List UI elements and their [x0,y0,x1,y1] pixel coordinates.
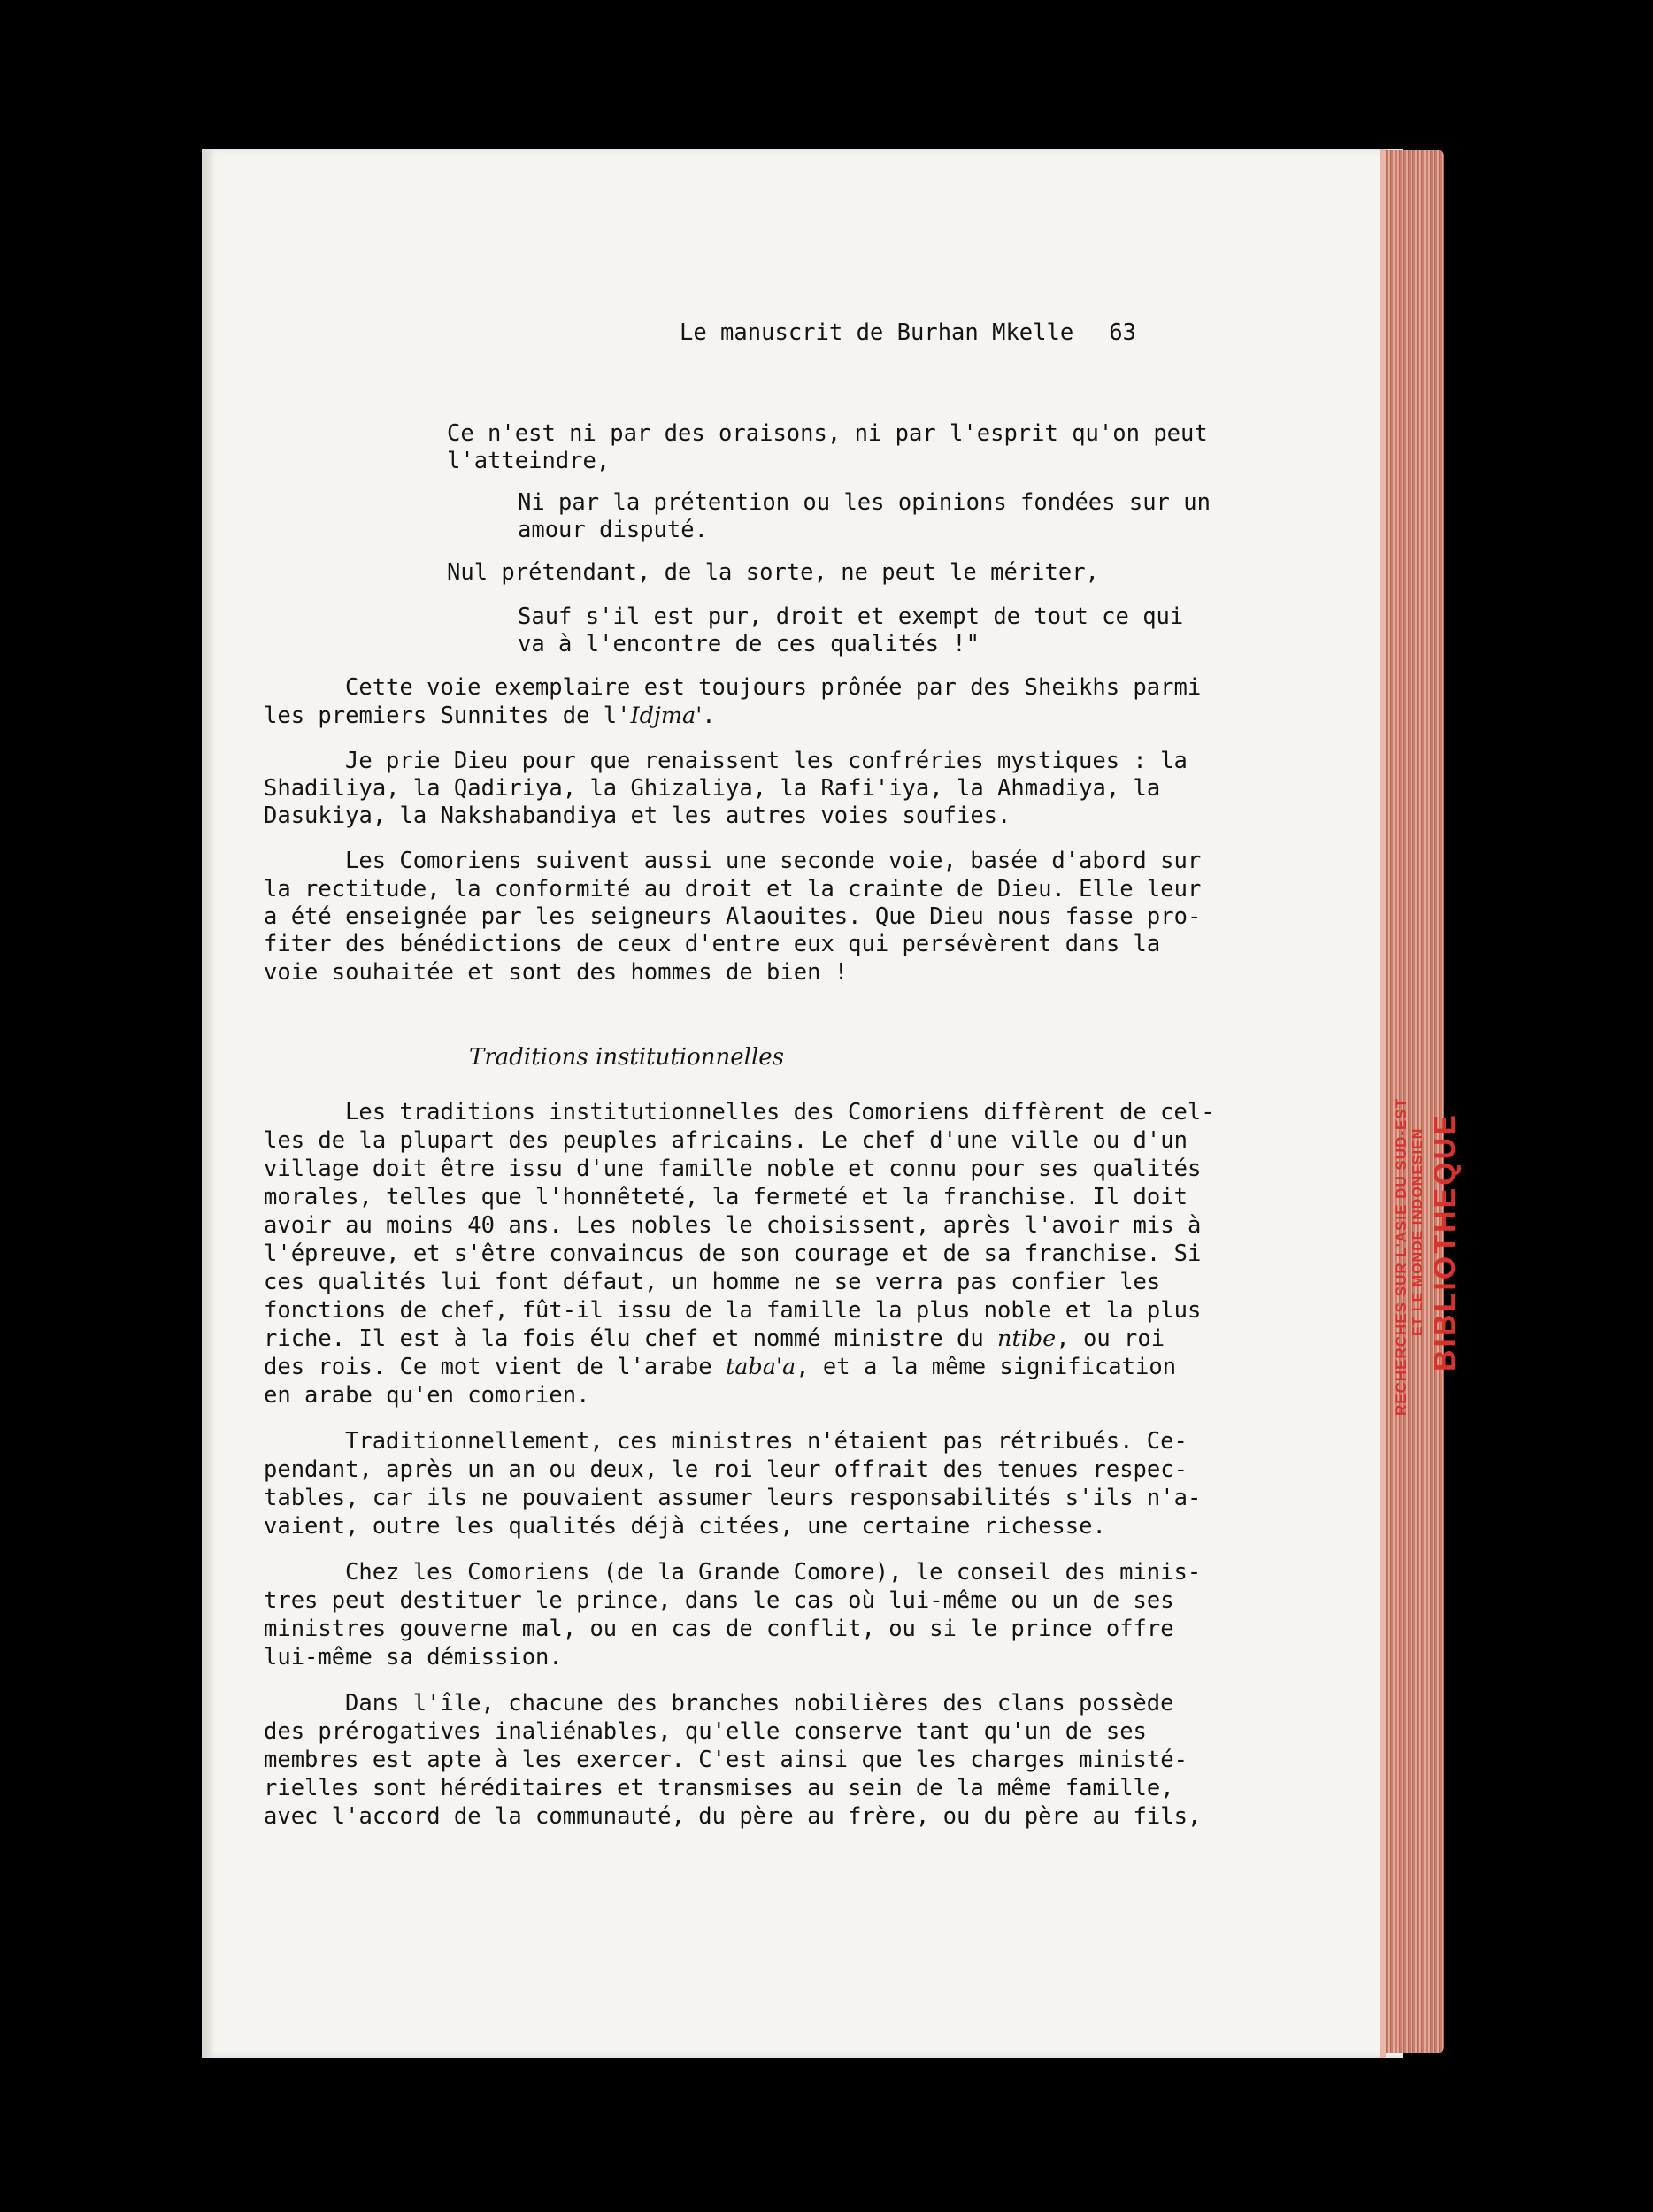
verse-line: l'atteindre, [447,448,611,474]
paragraph-line: Les Comoriens suivent aussi une seconde voie, basée d'abord sur [345,848,1202,874]
spine-shadow [202,149,214,2058]
paragraph-line: a été enseignée par les seigneurs Alaouites. Que Dieu nous fasse pro- [264,903,1202,930]
page-number: 63 [1109,319,1136,346]
paragraph-line: fiter des bénédictions de ceux d'entre eux qui persévèrent dans la [264,931,1161,957]
verse-line: va à l'encontre de ces qualités !" [518,631,980,657]
paragraph-line: Traditionnellement, ces ministres n'étaient pas rétribués. Ce- [345,1428,1188,1455]
paragraph-line: Dasukiya, la Nakshabandiya et les autres voies soufies. [264,803,1011,829]
paragraph-line: les premiers Sunnites de l'Idjma'. [264,703,716,729]
paragraph-line: membres est apte à les exercer. C'est ainsi que les charges ministé- [264,1747,1188,1773]
paragraph-line: village doit être issu d'une famille noble et connu pour ses qualités [264,1156,1202,1182]
stamp-line-2: ET LE MONDE INDONESIEN [1411,1127,1426,1336]
paragraph-line: tables, car ils ne pouvaient assumer leurs responsabilités s'ils n'a- [264,1485,1202,1511]
paragraph-line: la rectitude, la conformité au droit et la crainte de Dieu. Elle leur [264,876,1202,902]
italic-term: Idjma' [630,703,703,729]
paragraph-line: tres peut destituer le prince, dans le cas où lui-même ou un de ses [264,1587,1174,1614]
stamp-line-1: RECHERCHES SUR L'ASIE DU SUD-EST [1393,1097,1410,1416]
paragraph-line: ministres gouverne mal, ou en cas de conflit, ou si le prince offre [264,1616,1174,1642]
paragraph-line: ces qualités lui font défaut, un homme ne se verra pas confier les [264,1269,1161,1295]
paragraph-line: en arabe qu'en comorien. [264,1382,590,1409]
paragraph-line: des prérogatives inaliénables, qu'elle conserve tant qu'un de ses [264,1718,1147,1745]
italic-term: ntibe [997,1325,1057,1352]
paragraph-line: Dans l'île, chacune des branches nobilières des clans possède [345,1690,1174,1717]
verse-line: Ce n'est ni par des oraisons, ni par l'esprit qu'on peut [447,420,1208,447]
paragraph-line: avoir au moins 40 ans. Les nobles le choisissent, après l'avoir mis à [264,1212,1202,1239]
verse-line: Nul prétendant, de la sorte, ne peut le mériter, [447,559,1099,586]
paragraph-line: voie souhaitée et sont des hommes de bien ! [264,959,849,986]
verse-line: amour disputé. [518,517,708,543]
paragraph-line: morales, telles que l'honnêteté, la fermeté et la franchise. Il doit [264,1184,1188,1210]
stamp-line-3: BIBLIOTHEQUE [1428,1112,1462,1371]
verse-line: Ni par la prétention ou les opinions fondées sur un [518,489,1211,516]
paragraph-line: lui-même sa démission. [264,1644,563,1671]
paragraph-line: Cette voie exemplaire est toujours prônée par des Sheikhs parmi [345,674,1202,701]
paragraph-line: pendant, après un an ou deux, le roi leur offrait des tenues respec- [264,1456,1188,1483]
paragraph-line: les de la plupart des peuples africains. Le chef d'une ville ou d'un [264,1127,1188,1154]
paragraph-line: avec l'accord de la communauté, du père au frère, ou du père au fils, [264,1803,1202,1830]
paragraph-line: l'épreuve, et s'être convaincus de son courage et de sa franchise. Si [264,1240,1202,1267]
paragraph-line: Shadiliya, la Qadiriya, la Ghizaliya, la Rafi'iya, la Ahmadiya, la [264,775,1161,802]
paragraph-line: Je prie Dieu pour que renaissent les confréries mystiques : la [345,748,1188,774]
paragraph-line: rielles sont héréditaires et transmises au sein de la même famille, [264,1775,1174,1801]
verse-line: Sauf s'il est pur, droit et exempt de tout ce qui [518,603,1184,630]
section-title: Traditions institutionnelles [469,1044,785,1071]
library-stamp [1380,876,1462,1513]
paragraph-line: fonctions de chef, fût-il issu de la famille la plus noble et la plus [264,1297,1202,1324]
running-head [680,319,1136,346]
running-head-title: Le manuscrit de Burhan Mkelle [680,319,1074,346]
paragraph-line: des rois. Ce mot vient de l'arabe taba'a, et a la même signification [264,1354,1177,1380]
paragraph-line: vaient, outre les qualités déjà citées, une certaine richesse. [264,1513,1106,1540]
paragraph-line: riche. Il est à la fois élu chef et nommé ministre du ntibe, ou roi [264,1325,1165,1352]
paragraph-line: Les traditions institutionnelles des Comoriens diffèrent de cel- [345,1099,1215,1125]
italic-term: taba'a [725,1354,796,1380]
paragraph-line: Chez les Comoriens (de la Grande Comore), le conseil des minis- [345,1559,1202,1586]
